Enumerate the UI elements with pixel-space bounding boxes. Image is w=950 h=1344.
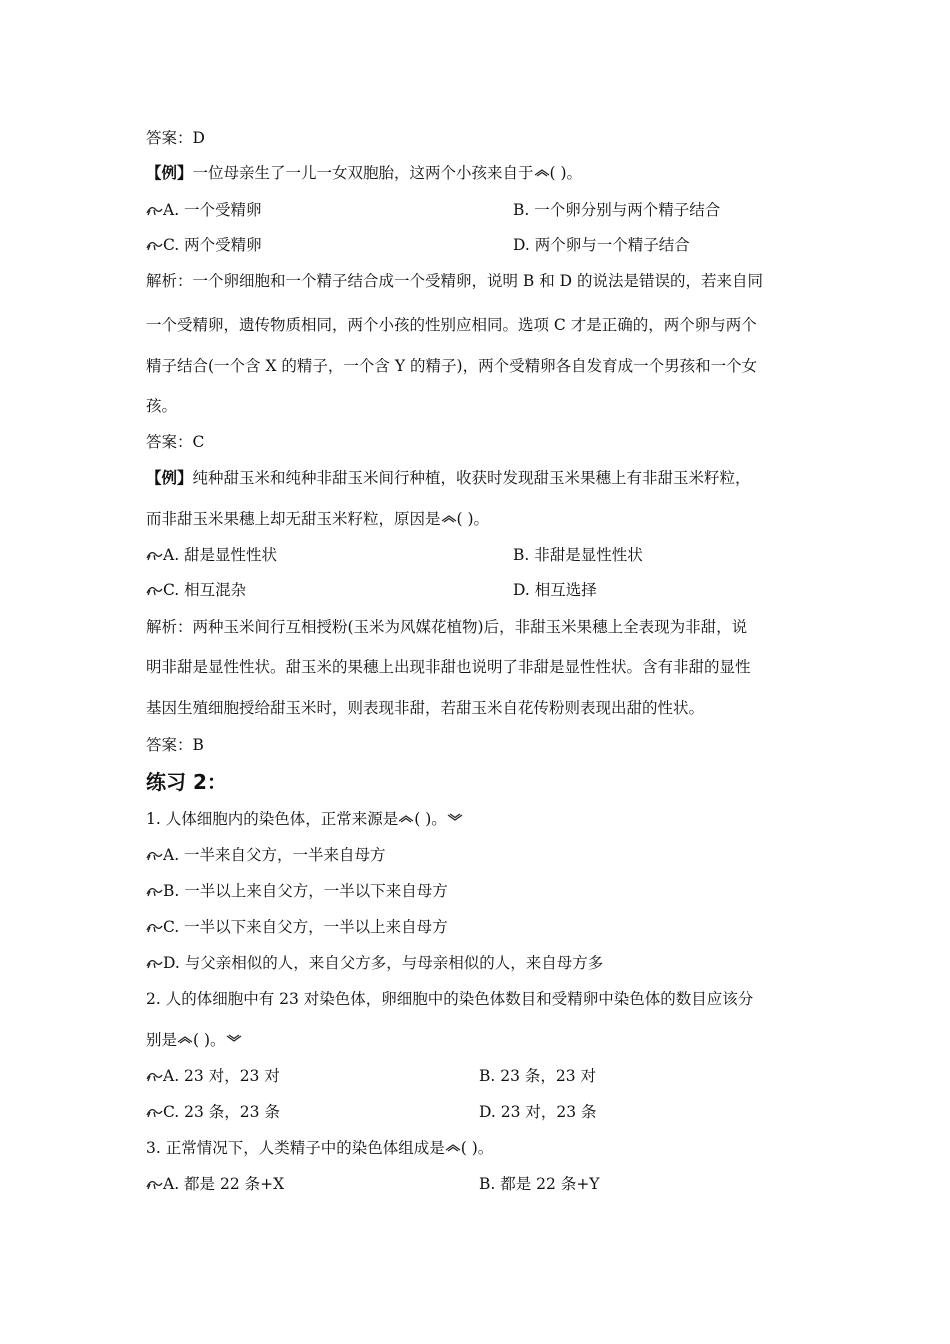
up-chevron-icon <box>534 164 550 182</box>
bullet-mark-icon <box>146 882 163 900</box>
option-a: A. 一个受精卵 <box>146 200 262 220</box>
question-stem: 3. 正常情况下，人类精子中的染色体组成是 ( )。 <box>146 1139 494 1157</box>
option-a: A. 都是 22 条+X <box>146 1174 284 1194</box>
bullet-mark-icon <box>146 1067 163 1085</box>
up-chevron-icon <box>441 510 457 528</box>
answer-paren: ( )。 <box>193 1031 226 1049</box>
bullet-mark-icon <box>146 546 163 564</box>
option-a: A. 一半来自父方，一半来自母方 <box>146 845 386 865</box>
answer-paren: ( )。 <box>456 510 490 528</box>
answer-line: 答案：B <box>146 736 204 754</box>
option-a: A. 甜是显性性状 <box>146 545 277 565</box>
example-question <box>146 163 582 183</box>
option-d: D. 两个卵与一个精子结合 <box>513 236 690 254</box>
question-text: 一位母亲生了一儿一女双胞胎，这两个小孩来自于 <box>192 164 534 182</box>
analysis-line: 明非甜是显性性状。甜玉米的果穗上出现非甜也说明了非甜是显性性状。含有非甜的显性 <box>146 658 751 676</box>
answer-line: 答案：D <box>146 129 205 147</box>
answer-line: 答案：C <box>146 433 205 451</box>
question-stem: 1. 人体细胞内的染色体，正常来源是 ( )。 <box>146 809 463 829</box>
down-chevron-icon <box>226 1031 242 1049</box>
option-b: B. 都是 22 条+Y <box>479 1175 600 1193</box>
option-b: B. 23 条，23 对 <box>479 1067 597 1085</box>
analysis-line: 基因生殖细胞授给甜玉米时，则表现非甜，若甜玉米自花传粉则表现出甜的性状。 <box>146 699 705 717</box>
option-d: D. 23 对，23 条 <box>479 1103 597 1121</box>
bullet-mark-icon <box>146 954 163 972</box>
analysis-line: 精子结合(一个含 X 的精子，一个含 Y 的精子)，两个受精卵各自发育成一个男孩和一个女 <box>146 357 758 375</box>
down-chevron-icon <box>447 810 463 828</box>
option-c: C. 23 条，23 条 <box>146 1102 280 1122</box>
question-stem: 2. 人的体细胞中有 23 对染色体，卵细胞中的染色体数目和受精卵中染色体的数目应该分 <box>146 990 754 1008</box>
option-a: A. 23 对，23 对 <box>146 1066 280 1086</box>
analysis-line: 一个受精卵，遗传物质相同，两个小孩的性别应相同。选项 C 才是正确的，两个卵与两个 <box>146 316 757 334</box>
answer-paren: ( )。 <box>549 164 583 182</box>
example-tag: 【例】 <box>146 163 193 182</box>
option-b: B. 一半以上来自父方，一半以下来自母方 <box>146 881 448 901</box>
analysis-line: 解析：两种玉米间行互相授粉(玉米为风媒花植物)后，非甜玉米果穗上全表现为非甜，说 <box>146 618 748 636</box>
analysis-line: 解析：一个卵细胞和一个精子结合成一个受精卵，说明 B 和 D 的说法是错误的，若来自同 <box>146 272 764 290</box>
up-chevron-icon <box>445 1139 461 1157</box>
answer-paren: ( )。 <box>460 1139 494 1157</box>
example-question <box>146 468 751 488</box>
question-continuation: 别是 ( )。 <box>146 1030 242 1050</box>
example-tag: 【例】 <box>146 468 193 487</box>
option-b: B. 非甜是显性性状 <box>513 546 643 564</box>
option-d: D. 与父亲相似的人，来自父方多，与母亲相似的人，来自母方多 <box>146 953 603 973</box>
bullet-mark-icon <box>146 1175 163 1193</box>
bullet-mark-icon <box>146 1103 163 1121</box>
question-continuation: 而非甜玉米果穗上却无甜玉米籽粒，原因是 ( )。 <box>146 510 490 528</box>
option-d: D. 相互选择 <box>513 581 597 599</box>
option-c: C. 相互混杂 <box>146 580 246 600</box>
bullet-mark-icon <box>146 236 163 254</box>
option-b: B. 一个卵分别与两个精子结合 <box>513 201 721 219</box>
answer-paren: ( )。 <box>414 810 447 828</box>
question-text: 纯种甜玉米和纯种非甜玉米间行种植，收获时发现甜玉米果穗上有非甜玉米籽粒， <box>192 469 751 487</box>
up-chevron-icon <box>398 810 414 828</box>
bullet-mark-icon <box>146 201 163 219</box>
bullet-mark-icon <box>146 581 163 599</box>
up-chevron-icon <box>177 1031 193 1049</box>
analysis-line: 孩。 <box>146 397 178 415</box>
option-c: C. 两个受精卵 <box>146 235 262 255</box>
bullet-mark-icon <box>146 846 163 864</box>
bullet-mark-icon <box>146 918 163 936</box>
option-c: C. 一半以下来自父方，一半以上来自母方 <box>146 917 448 937</box>
section-heading: 练习 2： <box>146 770 227 794</box>
